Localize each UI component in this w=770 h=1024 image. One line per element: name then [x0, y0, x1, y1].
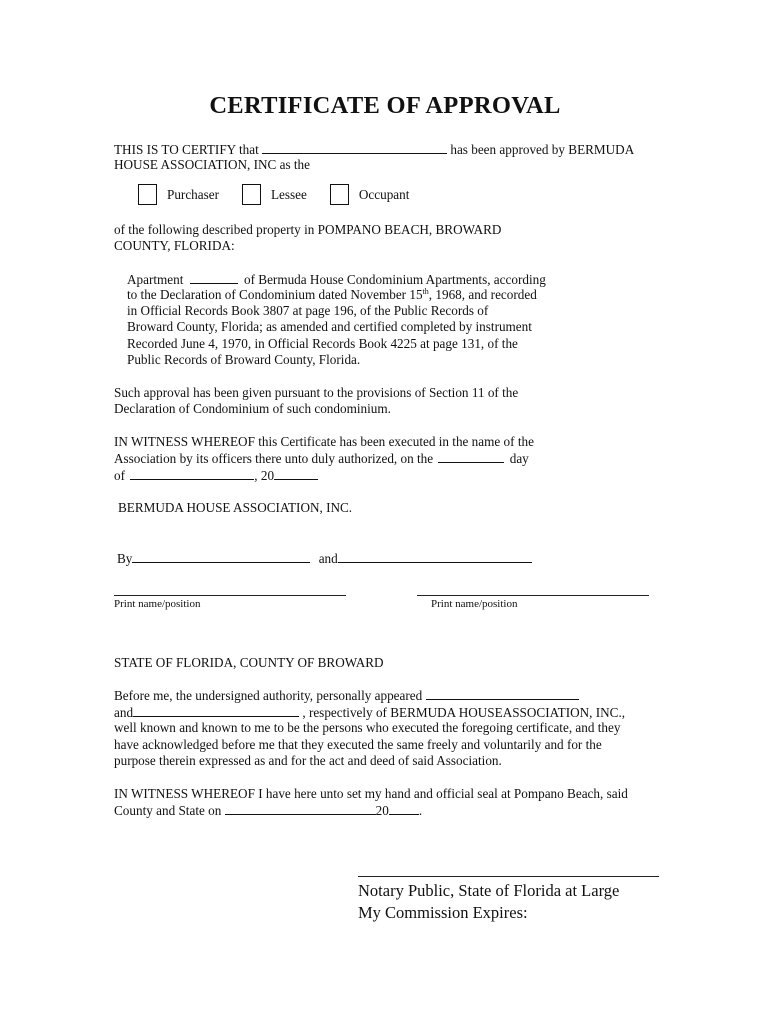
before-line-2	[114, 704, 625, 722]
notary-year-prefix: 20	[375, 803, 389, 818]
approval-line-1: Such approval has been given pursuant to the provisions of Section 11 of the	[114, 385, 519, 400]
lessee-label: Lessee	[271, 186, 307, 202]
apartment-label: Apartment	[127, 272, 184, 287]
year-blank[interactable]	[274, 467, 318, 480]
notary-period: .	[418, 803, 423, 818]
approved-party-blank[interactable]	[262, 141, 447, 154]
occupant-checkbox[interactable]	[330, 184, 349, 205]
witness-line-2	[114, 450, 529, 468]
property-line-1: of the following described property in POMPANO BEACH, BROWARD	[114, 222, 502, 237]
certify-line-1	[114, 141, 634, 159]
before-line-3: well known and known to me to be the persons who executed the foregoing certificate, and they	[114, 720, 621, 735]
apartment-number-blank[interactable]	[190, 271, 238, 284]
notary-witness-line-2	[114, 802, 422, 820]
property-line-2: COUNTY, FLORIDA:	[114, 238, 235, 253]
print-name-label-right: Print name/position	[431, 598, 518, 610]
notary-signature-line[interactable]	[358, 876, 659, 877]
notary-witness-line-1: IN WITNESS WHEREOF I have here unto set my hand and official seal at Pompano Beach, said	[114, 786, 628, 801]
occupant-label: Occupant	[358, 186, 410, 202]
before-line-5: purpose therein expressed as and for the act and deed of said Association.	[114, 753, 502, 768]
before-line-1-text: Before me, the undersigned authority, personally appeared	[114, 688, 423, 703]
and-label: and	[318, 551, 338, 566]
print-name-line-right[interactable]	[417, 595, 649, 596]
month-blank[interactable]	[130, 467, 254, 480]
description-line-2-start: to the Declaration of Condominium dated November 15	[127, 287, 423, 302]
description-line-4: Broward County, Florida; as amended and certified completed by instrument	[127, 319, 532, 334]
and-prefix: and	[114, 705, 134, 720]
certify-text-start: THIS IS TO CERTIFY that	[114, 142, 259, 157]
certify-line-2: HOUSE ASSOCIATION, INC as the	[114, 157, 310, 172]
notary-date-blank[interactable]	[225, 802, 376, 815]
before-line-2-end: , respectively of BERMUDA HOUSEASSOCIATION, INC.,	[302, 705, 626, 720]
year-prefix: , 20	[254, 468, 275, 483]
print-name-line-left[interactable]	[114, 595, 346, 596]
description-line-1-end: of Bermuda House Condominium Apartments, according	[244, 272, 546, 287]
association-name: BERMUDA HOUSE ASSOCIATION, INC.	[118, 500, 353, 515]
description-line-1	[127, 271, 546, 289]
witness-line-1: IN WITNESS WHEREOF this Certificate has been executed in the name of the	[114, 434, 534, 449]
description-line-6: Public Records of Broward County, Florida.	[127, 352, 361, 367]
approval-type-options	[138, 184, 432, 205]
county-state-on-label: County and State on	[114, 803, 222, 818]
day-label: day	[509, 451, 529, 466]
witness-line-2-start: Association by its officers there unto duly authorized, on the	[114, 451, 434, 466]
by-label: By	[117, 551, 133, 566]
notary-year-blank[interactable]	[389, 802, 419, 815]
state-county-heading: STATE OF FLORIDA, COUNTY OF BROWARD	[114, 655, 384, 670]
purchaser-checkbox[interactable]	[138, 184, 157, 205]
of-label: of	[114, 468, 125, 483]
notary-title: Notary Public, State of Florida at Large	[358, 881, 620, 900]
description-line-2	[127, 287, 537, 304]
print-name-label-left: Print name/position	[114, 598, 201, 610]
commission-expires-label: My Commission Expires:	[358, 903, 528, 922]
purchaser-label: Purchaser	[167, 186, 219, 202]
lessee-checkbox[interactable]	[242, 184, 261, 205]
before-line-1	[114, 687, 579, 705]
witness-line-3	[114, 467, 318, 485]
document-title: CERTIFICATE OF APPROVAL	[209, 92, 561, 119]
appeared-person-blank[interactable]	[426, 687, 579, 700]
day-blank[interactable]	[438, 450, 504, 463]
officer-signature-line	[117, 550, 532, 568]
second-officer-signature-blank[interactable]	[338, 550, 532, 563]
first-officer-signature-blank[interactable]	[132, 550, 310, 563]
second-person-blank[interactable]	[133, 704, 299, 717]
before-line-4: have acknowledged before me that they executed the same freely and voluntarily and for the	[114, 737, 602, 752]
description-line-3: in Official Records Book 3807 at page 196, of the Public Records of	[127, 303, 489, 318]
description-line-5: Recorded June 4, 1970, in Official Records Book 4225 at page 131, of the	[127, 336, 518, 351]
approval-line-2: Declaration of Condominium of such condominium.	[114, 401, 391, 416]
description-line-2-end: , 1968, and recorded	[428, 287, 537, 302]
certify-text-end: has been approved by BERMUDA	[450, 142, 635, 157]
ordinal-suffix: th	[422, 287, 429, 296]
